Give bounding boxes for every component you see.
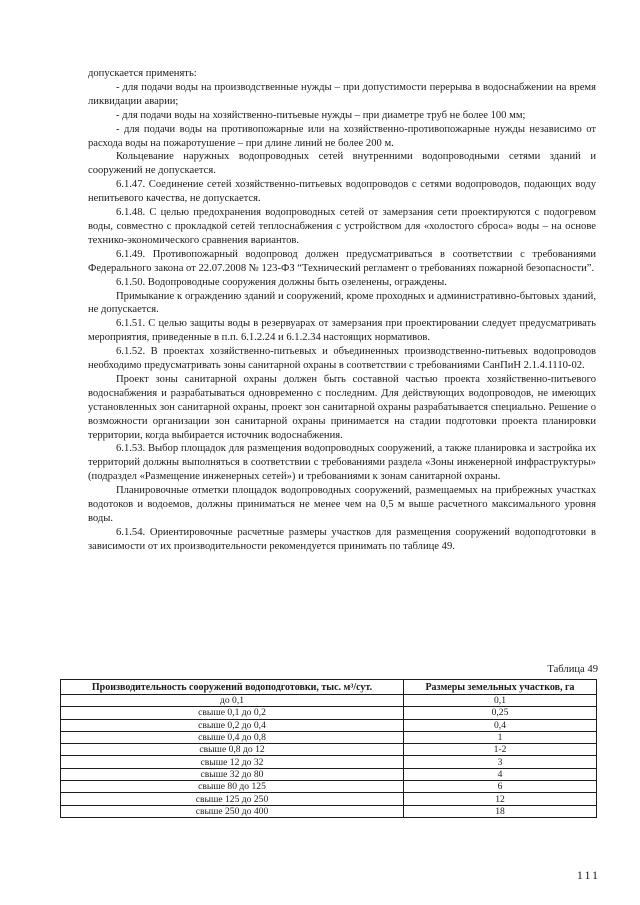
table-row bbox=[61, 695, 597, 707]
paragraph: 6.1.54. Ориентировочные расчетные размеры участков для размещения сооружений водоподготовки в зависимости от их производительности рекомендуется принимать по таблице 49. bbox=[88, 526, 596, 552]
capacity-cell: свыше 12 до 32 bbox=[61, 756, 404, 768]
table-row bbox=[61, 756, 597, 768]
plot-size-cell: 6 bbox=[404, 781, 597, 793]
table-row bbox=[61, 768, 597, 780]
page-number: 111 bbox=[576, 868, 600, 882]
land-plot-size-table bbox=[60, 679, 597, 818]
plot-size-cell: 1-2 bbox=[404, 744, 597, 756]
table-row bbox=[61, 805, 597, 817]
capacity-cell: свыше 80 до 125 bbox=[61, 781, 404, 793]
capacity-cell: свыше 32 до 80 bbox=[61, 768, 404, 780]
plot-size-cell: 0,25 bbox=[404, 707, 597, 719]
plot-size-cell: 1 bbox=[404, 731, 597, 743]
table-row bbox=[61, 744, 597, 756]
column-header-plot-size: Размеры земельных участков, га bbox=[404, 680, 597, 695]
plot-size-cell: 4 bbox=[404, 768, 597, 780]
table-row bbox=[61, 719, 597, 731]
paragraph: 6.1.52. В проектах хозяйственно-питьевых и объединенных производственно-питьевых водопроводов необходимо предусматривать зоны санитарной охраны в соответствии с требованиями СанПиН 2.1.4.1110-02. bbox=[88, 346, 596, 372]
column-header-capacity: Производительность сооружений водоподготовки, тыс. м³/сут. bbox=[61, 680, 404, 695]
capacity-cell: свыше 0,2 до 0,4 bbox=[61, 719, 404, 731]
capacity-cell: свыше 0,4 до 0,8 bbox=[61, 731, 404, 743]
capacity-cell: свыше 0,1 до 0,2 bbox=[61, 707, 404, 719]
paragraph: - для подачи воды на хозяйственно-питьевые нужды – при диаметре труб не более 100 мм; bbox=[116, 109, 526, 121]
plot-size-cell: 18 bbox=[404, 805, 597, 817]
plot-size-cell: 12 bbox=[404, 793, 597, 805]
paragraph: 6.1.51. С целью защиты воды в резервуарах от замерзания при проектировании следует предусматривать мероприятия, приведенные в п.п. 6.1.2.24 и 6.1.2.34 настоящих нормативов. bbox=[88, 318, 596, 344]
table-row bbox=[61, 793, 597, 805]
paragraph: 6.1.48. С целью предохранения водопроводных сетей от замерзания сети проектируются с подогревом воды, совместно с прокладкой сетей теплоснабжения с устройством для «холостого сброса» воды – на основе технико-экономического сравнения вариантов. bbox=[88, 207, 596, 246]
table-caption: Таблица 49 bbox=[547, 664, 598, 675]
plot-size-cell: 3 bbox=[404, 756, 597, 768]
plot-size-cell: 0,1 bbox=[404, 695, 597, 707]
plot-size-cell: 0,4 bbox=[404, 719, 597, 731]
paragraph: - для подачи воды на противопожарные или на хозяйственно-противопожарные нужды независимо от расхода воды на пожаротушение – при длине линий не более 200 м. bbox=[88, 123, 596, 149]
paragraph: допускается применять: bbox=[88, 68, 197, 79]
capacity-cell: свыше 0,8 до 12 bbox=[61, 744, 404, 756]
paragraph: - для подачи воды на производственные нужды – при допустимости перерыва в водоснабжении на время ликвидации аварии; bbox=[88, 81, 596, 107]
paragraph: Примыкание к ограждению зданий и сооружений, кроме проходных и административно-бытовых зданий, не допускается. bbox=[88, 290, 596, 316]
table-row bbox=[61, 731, 597, 743]
paragraph: 6.1.50. Водопроводные сооружения должны быть озеленены, ограждены. bbox=[116, 276, 447, 288]
paragraph: Планировочные отметки площадок водопроводных сооружений, размещаемых на прибрежных участках водотоков и водоемов, должны приниматься не менее чем на 0,5 м выше расчетного максимального уровня воды. bbox=[88, 485, 596, 524]
paragraph: Кольцевание наружных водопроводных сетей внутренними водопроводными сетями зданий и сооружений не допускается. bbox=[88, 151, 596, 177]
body-text bbox=[88, 67, 596, 554]
paragraph: 6.1.47. Соединение сетей хозяйственно-питьевых водопроводов с сетями водопроводов, подающих воду непитьевого качества, не допускается. bbox=[88, 179, 596, 205]
table-header-row bbox=[61, 680, 597, 695]
capacity-cell: свыше 125 до 250 bbox=[61, 793, 404, 805]
capacity-cell: до 0,1 bbox=[61, 695, 404, 707]
table-row bbox=[61, 781, 597, 793]
paragraph: Проект зоны санитарной охраны должен быть составной частью проекта хозяйственно-питьевого водоснабжения и разрабатываться одновременно с последним. Для действующих водопроводов, не имеющих установленных зон санитарной охраны, проект зон санитарной охраны разрабатывается специально. Решение о возможности организации зон санитарной охраны принимается на стадии подготовки проекта планировки территории, когда выбирается источник водоснабжения. bbox=[88, 373, 596, 441]
capacity-cell: свыше 250 до 400 bbox=[61, 805, 404, 817]
paragraph: 6.1.53. Выбор площадок для размещения водопроводных сооружений, а также планировка и застройка их территорий должны выполняться в соответствии с требованиями раздела «Зоны инженерной инфраструктуры» (подраздел «Размещение инженерных сетей») и требованиями к зонам санитарной охраны. bbox=[88, 443, 596, 483]
table-row bbox=[61, 707, 597, 719]
paragraph: 6.1.49. Противопожарный водопровод должен предусматриваться в соответствии с требованиями Федерального закона от 22.07.2008 № 123-ФЗ “Технический регламент о требованиях пожарной безопасности”. bbox=[88, 248, 596, 274]
